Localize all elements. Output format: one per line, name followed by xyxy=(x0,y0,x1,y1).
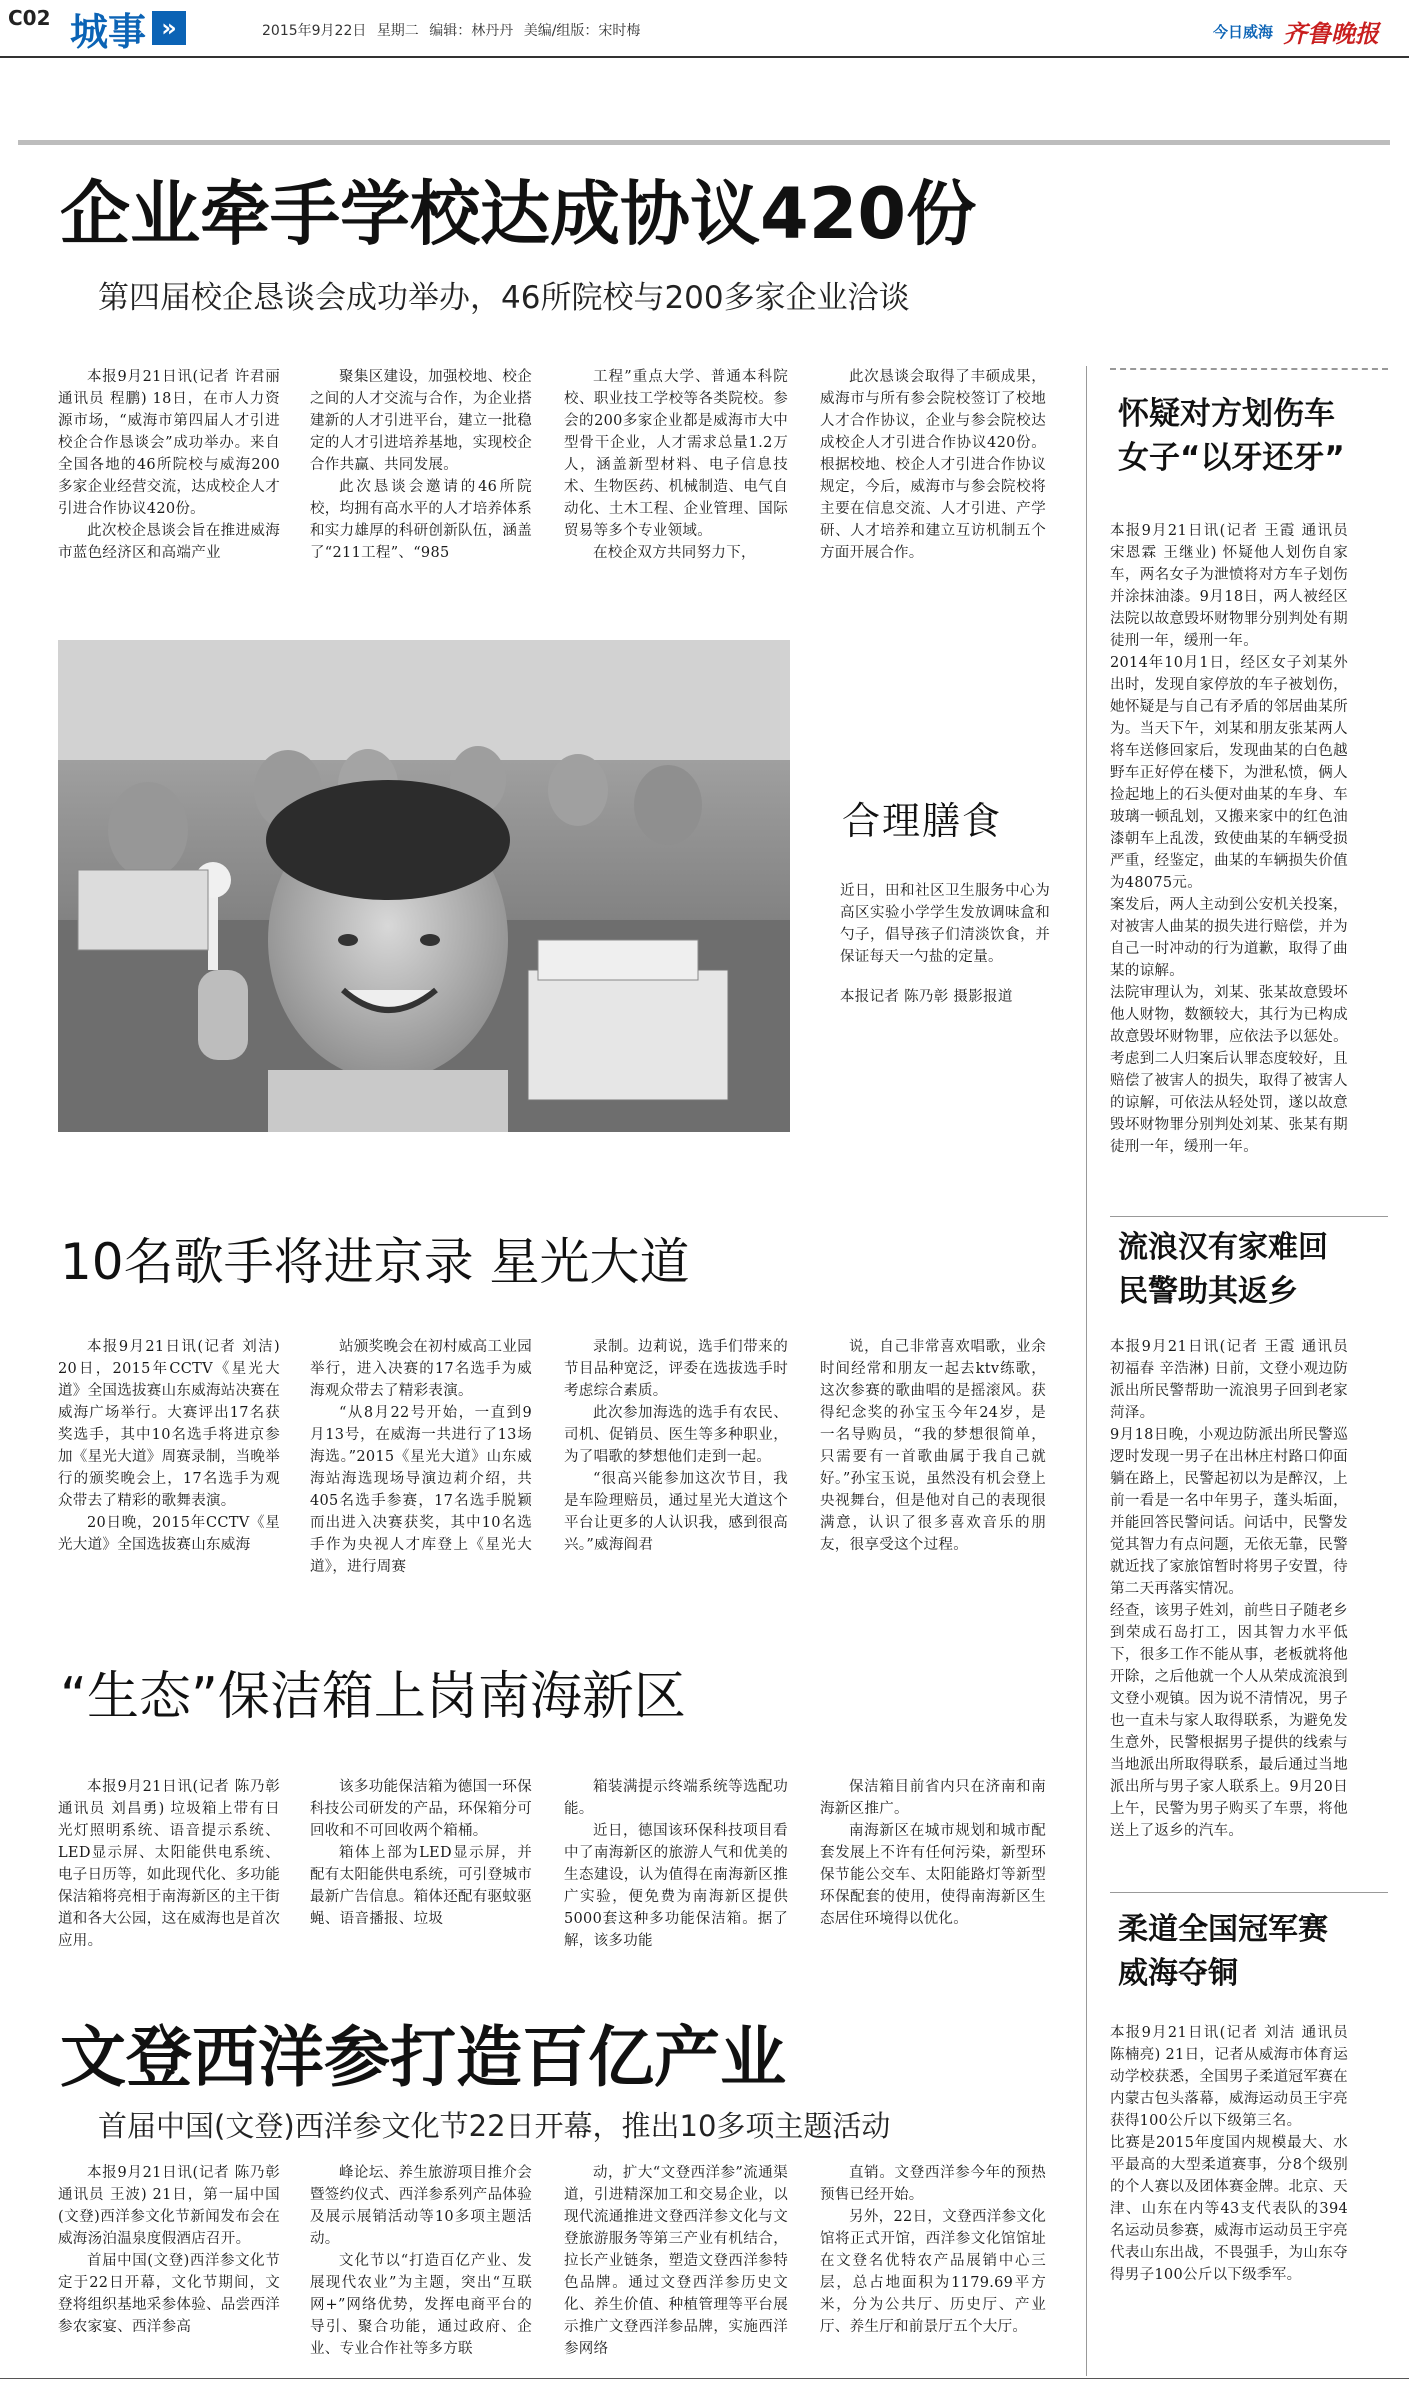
photo-caption-body: 近日，田和社区卫生服务中心为高区实验小学学生发放调味盒和勺子，倡导孩子们清淡饮食，并保证每天一勺盐的定量。 xyxy=(840,883,1050,965)
header-rule xyxy=(0,56,1409,58)
photo-credit: 本报记者 陈乃彰 摄影报道 xyxy=(840,989,1013,1005)
story1-title: 企业牵手学校达成协议420份 xyxy=(60,173,977,255)
story1-text-2: 聚集区建设，加强校地、校企之间的人才交流与合作，为企业搭建新的人才引进平台，建立一批稳定的人才引进培养基地，实现校企合作共赢、共同发展。 此次恳谈会邀请的46所院校，均拥有高水平的人才培养体系和实力雄厚的科研创新队伍，涵盖了“211工程”、“985 xyxy=(310,369,532,561)
story1-col-3 xyxy=(564,366,788,622)
side1-title: 怀疑对方划伤车 女子“以牙还牙” xyxy=(1118,396,1345,476)
story2-col-4 xyxy=(820,1336,1046,1636)
chevron-right-icon: » xyxy=(152,11,186,45)
story2-title: 10名歌手将进京录 星光大道 xyxy=(60,1233,690,1291)
story3-text-4: 保洁箱目前省内只在济南和南海新区推广。 南海新区在城市规划和城市配套发展上不许有任何污染，新型环保节能公交车、太阳能路灯等新型环保配套的使用，使得南海新区生态居住环境得以优化。 xyxy=(820,1779,1046,1927)
side3-title: 柔道全国冠军赛 威海夺铜 xyxy=(1118,1912,1328,1991)
story4-text-2: 峰论坛、养生旅游项目推介会暨签约仪式、西洋参系列产品体验及展示展销活动等10多项主题活动。 文化节以“打造百亿产业、发展现代农业”为主题，突出“互联网+”网络优势，发挥电商平台的导引、聚合功能，通过政府、企业、专业合作社等多方联 xyxy=(310,2165,532,2357)
sidebar-rule-2 xyxy=(1110,1216,1388,1217)
story2-col-1 xyxy=(58,1336,280,1636)
story1-col-1 xyxy=(58,366,280,622)
story4-text-1: 本报9月21日讯(记者 陈乃彰 通讯员 王波) 21日，第一届中国(文登)西洋参文化节新闻发布会在威海汤泊温泉度假酒店召开。 首届中国(文登)西洋参文化节定于22日开幕，文化节期间，文登将组织基地采参体验、品尝西洋参农家宴、西洋参高 xyxy=(58,2165,280,2335)
story4-title: 文登西洋参打造百亿产业 xyxy=(60,2019,786,2096)
story3-text-1: 本报9月21日讯(记者 陈乃彰 通讯员 刘昌勇) 垃圾箱上带有日光灯照明系统、语音提示系统、LED显示屏、太阳能供电系统、电子日历等，如此现代化、多功能保洁箱将亮相于南海新区的主干街道和各大公园，这在威海也是首次应用。 xyxy=(58,1779,280,1949)
story3-col-2 xyxy=(310,1776,532,1996)
story1-text-4: 此次恳谈会取得了丰硕成果，威海市与所有参会院校签订了校地人才合作协议，企业与参会院校达成校企人才引进合作协议420份。根据校地、校企人才引进合作协议规定，今后，威海市与参会院校将主要在信息交流、人才引进、产学研、人才培养和建立互访机制五个方面开展合作。 xyxy=(820,369,1046,561)
section-name: 城事 xyxy=(70,9,147,54)
section-badge xyxy=(70,8,186,54)
story2-text-1: 本报9月21日讯(记者 刘洁) 20日，2015年CCTV《星光大道》全国选拔赛山东威海站决赛在威海广场举行。大赛评出17名获奖选手，其中10名选手将进京参加《星光大道》周赛录制，当晚举行的颁奖晚会上，17名选手为观众带去了精彩的歌舞表演。 20日晚，2015年CCTV《星光大道》全国选拔赛山东威海 xyxy=(58,1339,280,1553)
footer-rule xyxy=(0,2378,1409,2379)
side3-body: 本报9月21日讯(记者 刘洁 通讯员 陈楠亮) 21日，记者从威海市体育运动学校获悉，全国男子柔道冠军赛在内蒙古包头落幕，威海运动员王宇亮获得100公斤以下级第三名。 比赛是2015年度国内规模最大、水平最高的大型柔道赛事，分8个级别的个人赛以及团体赛金牌。北京、天津、山东在内等43支代表队的394名运动员参赛，威海市运动员王宇亮代表山东出战，不畏强手，为山东夺得男子100公斤以下级季军。 xyxy=(1110,2025,1348,2283)
story1-col-2 xyxy=(310,366,532,622)
story3-col-1 xyxy=(58,1776,280,1996)
header-brand xyxy=(1213,14,1379,49)
story3-col-4 xyxy=(820,1776,1046,1996)
story1-col-4 xyxy=(820,366,1046,622)
sidebar-top-rule xyxy=(1110,368,1388,370)
editor-credit: 编辑：林丹丹 xyxy=(429,23,514,39)
edition-name: 今日威海 xyxy=(1212,23,1273,41)
story2-text-4: 说，自己非常喜欢唱歌，业余时间经常和朋友一起去ktv练歌，这次参赛的歌曲唱的是摇滚风。获得纪念奖的孙宝玉今年24岁，是一名导购员，“我的梦想很简单，只需要有一首歌曲属于我自己就好。”孙宝玉说，虽然没有机会登上央视舞台，但是他对自己的表现很满意，认识了很多喜欢音乐的朋友，很享受这个过程。 xyxy=(820,1339,1046,1553)
side2-body: 本报9月21日讯(记者 王霞 通讯员 初福春 辛浩淋) 日前，文登小观边防派出所民警帮助一流浪男子回到老家菏泽。 9月18日晚，小观边防派出所民警巡逻时发现一男子在出林庄村路口仰面躺在路上，民警起初以为是醉汉，上前一看是一名中年男子，蓬头垢面，并能回答民警问话。问话中，民警发觉其智力有点问题，无依无靠，民警就近找了家旅馆暂时将男子安置，待第二天再落实情况。 经查，该男子姓刘，前些日子随老乡到荣成石岛打工，因其智力水平低下，很多工作不能从事，老板就将他开除，之后他就一个人从荣成流浪到文登小观镇。因为说不清情况，男子也一直未与家人取得联系，为避免发生意外，民警根据男子提供的线索与当地派出所取得联系，最后通过当地派出所与男子家人联系上。9月20日上午，民警为男子购买了车票，将他送上了返乡的汽车。 xyxy=(1110,1339,1348,1839)
story3-text-3: 箱装满提示终端系统等选配功能。 近日，德国该环保科技项目看中了南海新区的旅游人气和优美的生态建设，认为值得在南海新区推广实验，便免费为南海新区提供5000套这种多功能保洁箱。据了解，该多功能 xyxy=(564,1779,788,1949)
side1-body: 本报9月21日讯(记者 王霞 通讯员 宋恩霖 王继业) 怀疑他人划伤自家车，两名女子为泄愤将对方车子划伤并涂抹油漆。9月18日，两人被经区法院以故意毁坏财物罪分别判处有期徒刑一年，缓刑一年。 2014年10月1日，经区女子刘某外出时，发现自家停放的车子被划伤，她怀疑是与自己有矛盾的邻居曲某所为。当天下午，刘某和朋友张某两人将车送修回家后，发现曲某的白色越野车正好停在楼下，为泄私愤，俩人捡起地上的石头便对曲某的车身、车玻璃一顿乱划，又搬来家中的红色油漆朝车上乱泼，致使曲某的车辆受损严重，经鉴定，曲某的车辆损失价值为48075元。 案发后，两人主动到公安机关投案，对被害人曲某的损失进行赔偿，并为自己一时冲动的行为道歉，取得了曲某的谅解。 法院审理认为，刘某、张某故意毁坏他人财物，数额较大，其行为已构成故意毁坏财物罪，应依法予以惩处。考虑到二人归案后认罪态度较好，且赔偿了被害人的损失，取得了被害人的谅解，可依法从轻处罚，遂以故意毁坏财物罪分别判处刘某、张某有期徒刑一年，缓刑一年。 xyxy=(1110,523,1348,1155)
story4-text-4: 直销。文登西洋参今年的预热预售已经开始。 另外，22日，文登西洋参文化馆将正式开馆，西洋参文化馆馆址在文登名优特农产品展销中心三层，总占地面积为1179.69平方米，分为公共厅、历史厅、产业厅、养生厅和前景厅五个大厅。 xyxy=(820,2165,1046,2335)
story1-subtitle: 第四届校企恳谈会成功举办，46所院校与200多家企业洽谈 xyxy=(98,280,910,316)
story3-text-2: 该多功能保洁箱为德国一环保科技公司研发的产品，环保箱分可回收和不可回收两个箱桶。 箱体上部为LED显示屏，并配有太阳能供电系统，可引登城市最新广告信息。箱体还配有驱蚊驱蝇、语音播报、垃圾 xyxy=(310,1779,532,1927)
story2-text-2: 站颁奖晚会在初村威高工业园举行，进入决赛的17名选手为威海观众带去了精彩表演。 “从8月22号开始，一直到9月13号，在威海一共进行了13场海选。”2015《星光大道》山东威海站海选现场导演边莉介绍，共405名选手参赛，17名选手脱颖而出进入决赛获奖，其中10名选手作为央视人才库登上《星光大道》，进行周赛 xyxy=(310,1339,532,1575)
story2-col-3 xyxy=(564,1336,788,1636)
story4-col-3 xyxy=(564,2162,788,2376)
photo-caption xyxy=(840,880,1050,1080)
page-number: C02 xyxy=(8,6,51,30)
story3-title: “生态”保洁箱上岗南海新区 xyxy=(60,1667,686,1727)
top-divider xyxy=(18,140,1390,145)
news-photo xyxy=(58,640,790,1132)
sidebar-rule-3 xyxy=(1110,1892,1388,1893)
story2-col-2 xyxy=(310,1336,532,1636)
header-meta xyxy=(262,20,640,40)
issue-weekday: 星期二 xyxy=(376,23,419,39)
story4-subtitle: 首届中国(文登)西洋参文化节22日开幕，推出10多项主题活动 xyxy=(98,2109,891,2143)
newspaper-logo: 齐鲁晚报 xyxy=(1283,19,1379,48)
story2-text-3: 录制。边莉说，选手们带来的节目品种宽泛，评委在选拔选手时考虑综合素质。 此次参加海选的选手有农民、司机、促销员、医生等多种职业，为了唱歌的梦想他们走到一起。 “很高兴能参加这次节目，我是车险理赔员，通过星光大道这个平台让更多的人认识我，感到很高兴。”威海阎君 xyxy=(564,1339,788,1553)
issue-date: 2015年9月22日 xyxy=(262,23,367,39)
story4-col-4 xyxy=(820,2162,1046,2376)
story4-col-2 xyxy=(310,2162,532,2376)
column-divider xyxy=(1086,366,1087,2376)
story1-text-3: 工程”重点大学、普通本科院校、职业技工学校等各类院校。参会的200多家企业都是威海市大中型骨干企业，人才需求总量1.2万人，涵盖新型材料、电子信息技术、生物医药、机械制造、电气自动化、土木工程、企业管理、国际贸易等多个专业领域。 在校企双方共同努力下， xyxy=(564,369,788,561)
story1-text-1: 本报9月21日讯(记者 许君丽 通讯员 程鹏) 18日，在市人力资源市场，“威海市第四届人才引进校企合作恳谈会”成功举办。来自全国各地的46所院校与威海200多家企业经营交流，达成校企人才引进合作协议420份。 此次校企恳谈会旨在推进威海市蓝色经济区和高端产业 xyxy=(58,369,280,561)
designer-credit: 美编/组版：宋时梅 xyxy=(523,23,641,39)
photo-caption-title: 合理膳食 xyxy=(842,799,1003,843)
page-header xyxy=(0,0,1409,62)
story4-col-1 xyxy=(58,2162,280,2376)
side2-title: 流浪汉有家难回 民警助其返乡 xyxy=(1118,1230,1328,1309)
story4-text-3: 动，扩大“文登西洋参”流通渠道，引进精深加工和交易企业，以现代流通推进文登西洋参文化与文登旅游服务等第三产业有机结合，拉长产业链条，塑造文登西洋参特色品牌。通过文登西洋参历史文化、养生价值、种植管理等平台展示推广文登西洋参品牌，实施西洋参网络 xyxy=(564,2165,788,2357)
story3-col-3 xyxy=(564,1776,788,1996)
